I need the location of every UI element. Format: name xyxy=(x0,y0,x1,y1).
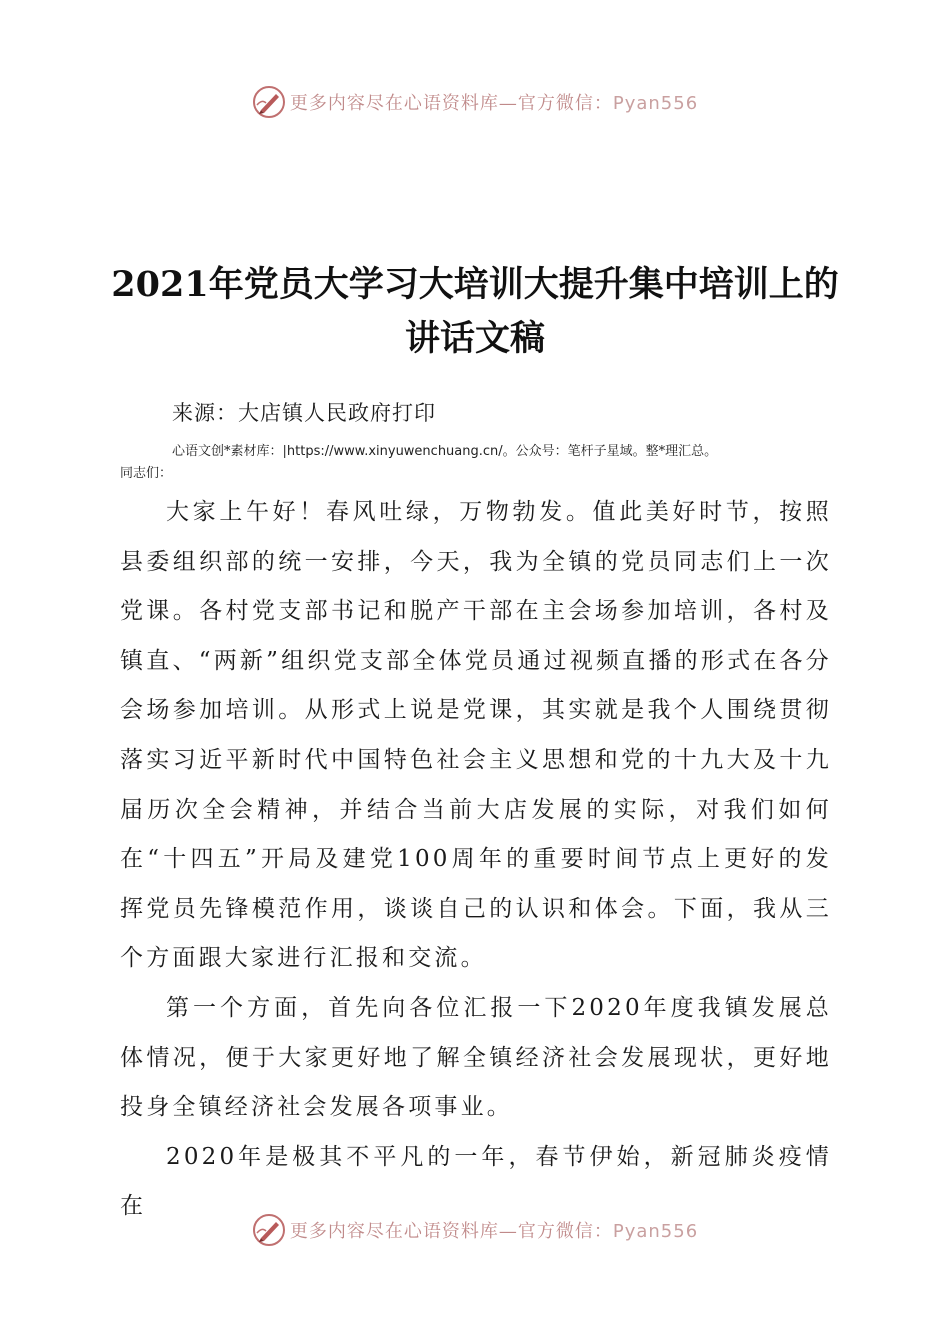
watermark-text: 更多内容尽在心语资料库—官方微信：Pyan556 xyxy=(289,93,699,114)
title-line-1: 2021年党员大学习大培训大提升集中培训上的 xyxy=(111,264,839,305)
promo-url: https://www.xinyuwenchuang.cn/ xyxy=(286,444,503,459)
greeting: 同志们： xyxy=(120,466,173,481)
footer-watermark xyxy=(0,1210,950,1250)
paragraph: 大家上午好！春风吐绿，万物勃发。值此美好时节，按照县委组织部的统一安排，今天，我为全镇的党员同志们上一次党课。各村党支部书记和脱产干部在主会场参加培训，各村及镇直、“两新”组织党支部全体党员通过视频直播的形式在各分会场参加培训。从形式上说是党课，其实就是我个人围绕贯彻落实习近平新时代中国特色社会主义思想和党的十九大及十九届历次全会精神，并结合当前大店发展的实际，对我们如何在“十四五”开局及建党100周年的重要时间节点上更好的发挥党员先锋模范作用，谈谈自己的认识和体会。下面，我从三个方面跟大家进行汇报和交流。 xyxy=(120,499,832,972)
paragraph: 第一个方面，首先向各位汇报一下2020年度我镇发展总体情况，便于大家更好地了解全镇经济社会发展现状，更好地投身全镇经济社会发展各项事业。 xyxy=(120,994,832,1121)
document-title xyxy=(110,258,840,366)
title-line-2: 讲话文稿 xyxy=(404,318,545,359)
source-line: 来源：大店镇人民政府打印 xyxy=(172,401,436,425)
document-body xyxy=(120,488,832,1232)
header-watermark xyxy=(0,82,950,122)
pen-logo-icon xyxy=(252,85,286,119)
promo-line: 心语文创*素材库：|https://www.xinyuwenchuang.cn/。公众号：笔杆子星域。整*理汇总。 xyxy=(172,444,718,459)
paragraph: 2020年是极其不平凡的一年，春节伊始，新冠肺炎疫情在 xyxy=(120,1143,832,1220)
pen-logo-icon xyxy=(252,1213,286,1247)
watermark-text: 更多内容尽在心语资料库—官方微信：Pyan556 xyxy=(289,1221,699,1242)
